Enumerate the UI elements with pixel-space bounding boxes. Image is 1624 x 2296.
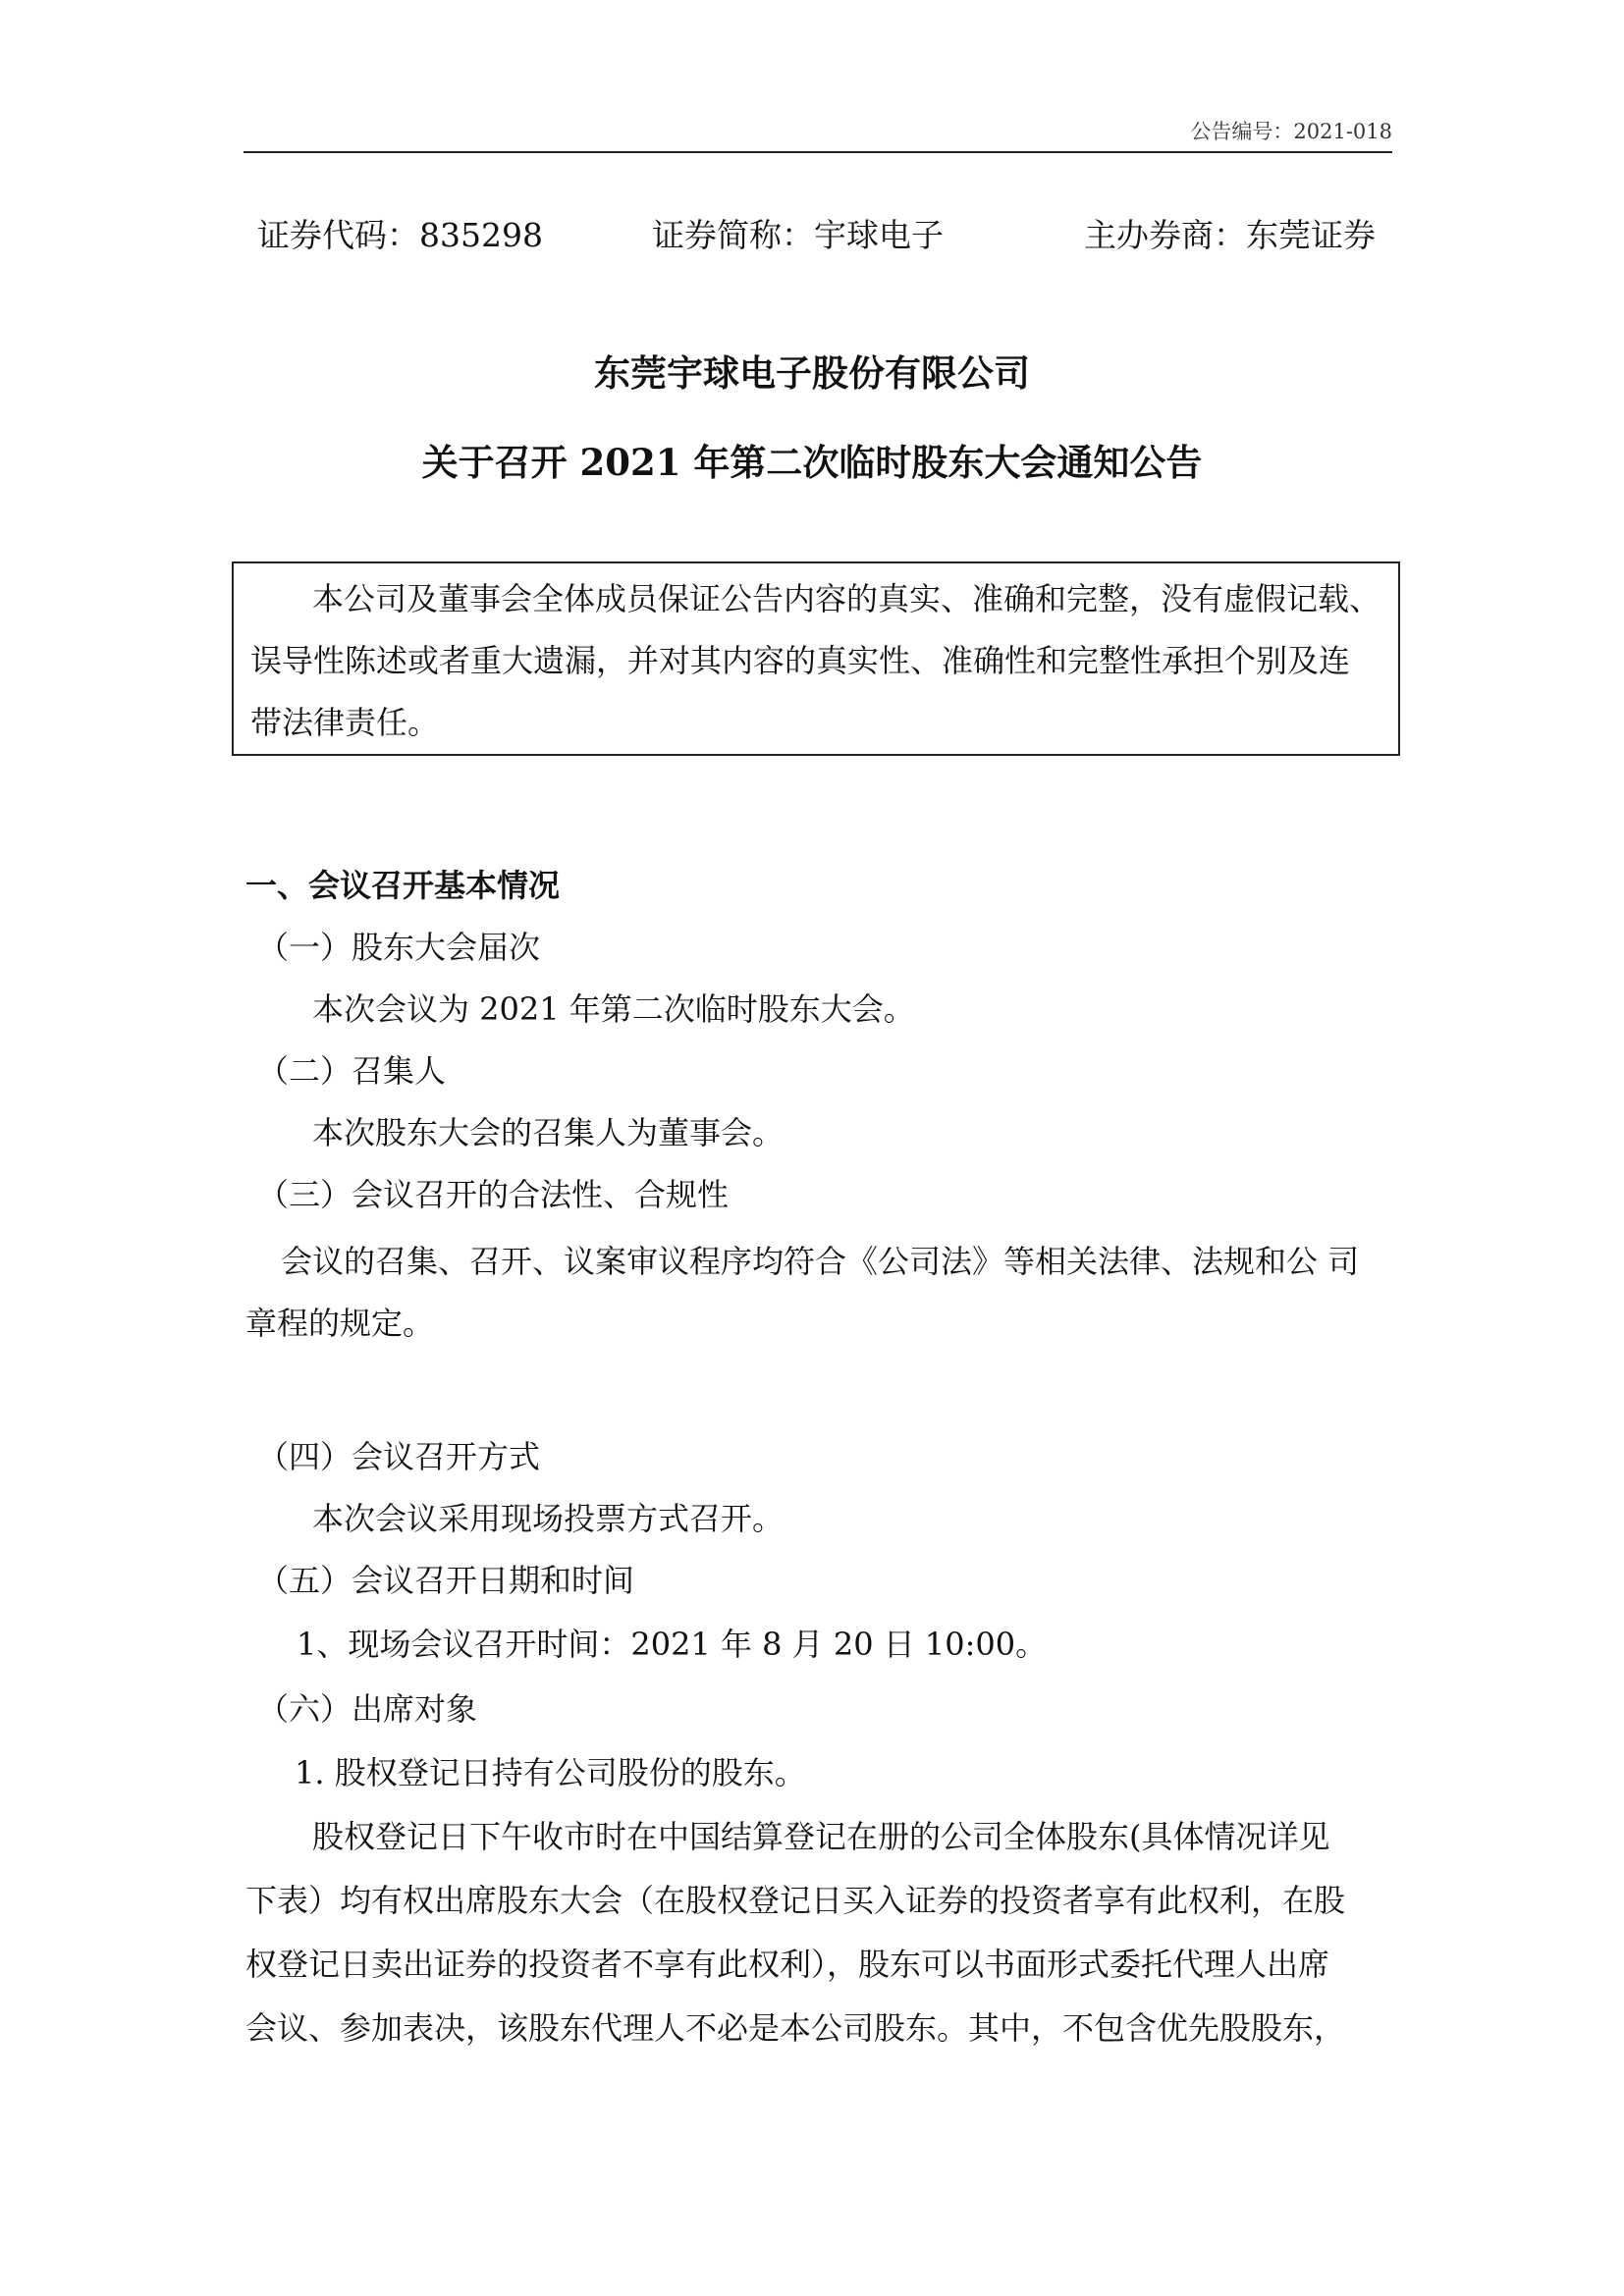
sponsor-broker: 主办券商：东莞证券 [1084,216,1376,254]
subsection-5-text: 1、现场会议召开时间：2021 年 8 月 20 日 10:00。 [297,1626,1048,1663]
disclaimer-line-1: 本公司及董事会全体成员保证公告内容的真实、准确和完整，没有虚假记载、 [312,580,1381,617]
security-short-name: 证券简称：宇球电子 [652,216,944,254]
subsection-1-text: 本次会议为 2021 年第二次临时股东大会。 [312,990,915,1028]
disclaimer-line-3: 带法律责任。 [250,704,440,741]
subsection-6-heading: （六）出席对象 [257,1690,478,1728]
document-title-company: 东莞宇球电子股份有限公司 [594,351,1030,395]
header-rule [244,151,1392,153]
subsection-6-paragraph-line-3: 权登记日卖出证券的投资者不享有此权利），股东可以书面形式委托代理人出席 [245,1946,1330,1983]
subsection-2-heading: （二）召集人 [257,1052,447,1090]
subsection-4-heading: （四）会议召开方式 [257,1438,541,1475]
disclaimer-line-2: 误导性陈述或者重大遗漏，并对其内容的真实性、准确性和完整性承担个别及连 [250,642,1351,679]
subsection-3-text-line-2: 章程的规定。 [245,1305,435,1342]
subsection-5-heading: （五）会议召开日期和时间 [257,1562,635,1599]
subsection-2-text: 本次股东大会的召集人为董事会。 [312,1114,785,1151]
subsection-6-paragraph-line-2: 下表）均有权出席股东大会（在股权登记日买入证券的投资者享有此权利，在股 [245,1882,1346,1919]
section-1-title: 一、会议召开基本情况 [245,867,561,904]
announcement-number: 公告编号：2021-018 [1190,120,1392,143]
subsection-3-heading: （三）会议召开的合法性、合规性 [257,1176,730,1213]
subsection-4-text: 本次会议采用现场投票方式召开。 [312,1500,785,1537]
subsection-6-item-1: 1. 股权登记日持有公司股份的股东。 [295,1754,806,1791]
document-title-subject: 关于召开 2021 年第二次临时股东大会通知公告 [421,441,1203,484]
subsection-6-paragraph-line-4: 会议、参加表决，该股东代理人不必是本公司股东。其中，不包含优先股股东， [245,2009,1346,2047]
subsection-3-text-line-1: 会议的召集、召开、议案审议程序均符合《公司法》等相关法律、法规和公 司 [281,1243,1360,1280]
subsection-6-paragraph-line-1: 股权登记日下午收市时在中国结算登记在册的公司全体股东(具体情况详见 [312,1818,1330,1855]
subsection-1-heading: （一）股东大会届次 [257,929,541,966]
security-code: 证券代码：835298 [257,216,543,254]
